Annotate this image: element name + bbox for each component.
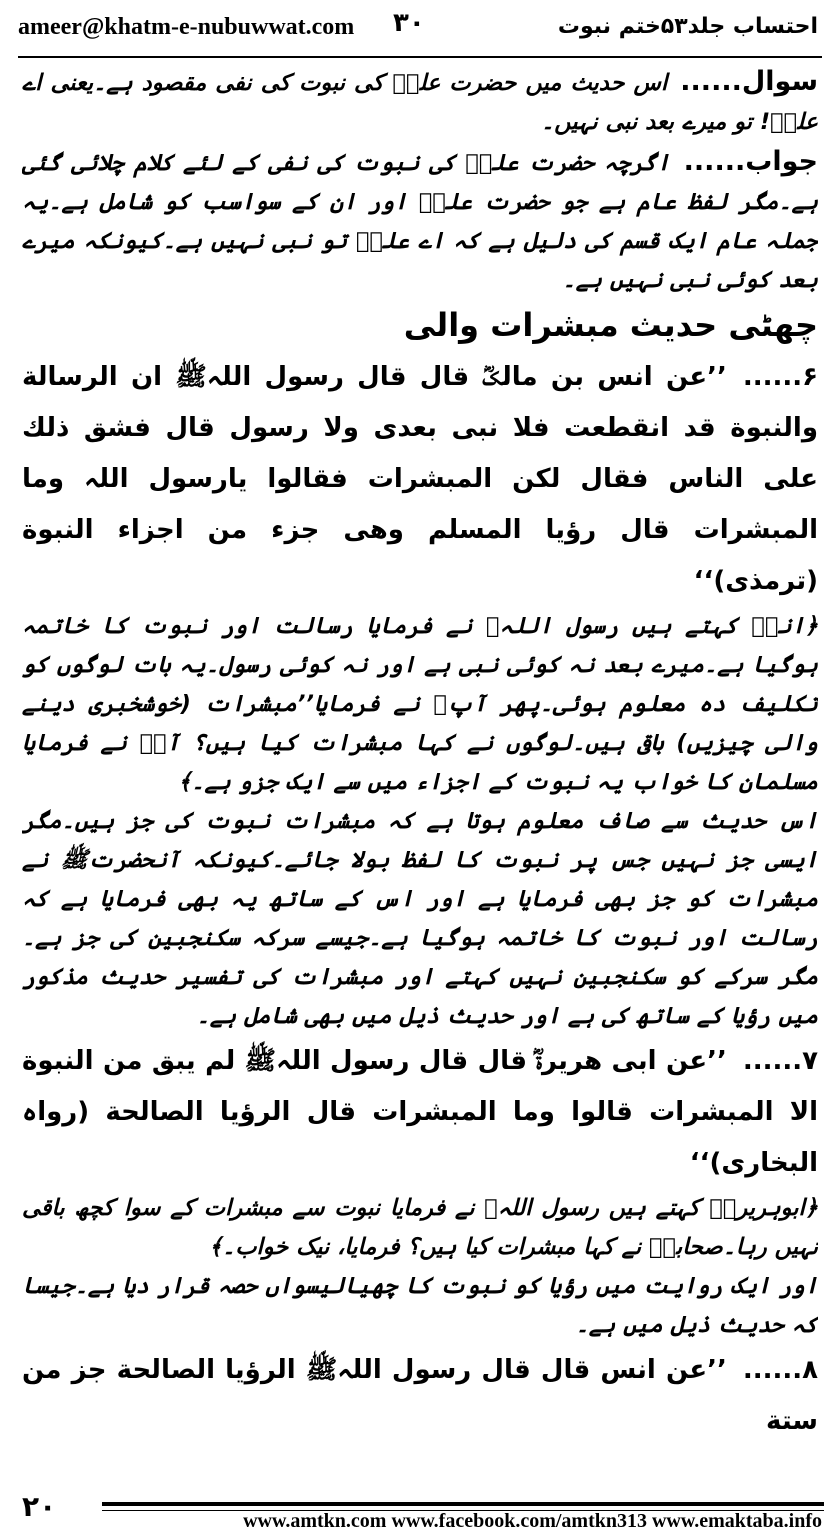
hadith-7-translation: ﴿ابوہریرہؓ کہتے ہیں رسول اللہﷺ نے فرمایا نبوت سے مبشرات کے سوا کچھ باقی نہیں رہا۔صحابہؓ نے کہا مبشرات کیا ہیں؟ فرمایا، نیک خواب۔﴾: [22, 1195, 818, 1260]
hadith-8-arabic: [22, 1345, 818, 1447]
hadith-6-text: ’’عن انس بن مالکؓ قال قال رسول اللہﷺ ان الرسالة والنبوة قد انقطعت فلا نبی بعدی ولا رسول قال فشق ذلك علی الناس فقال لكن المبشرات فقالوا یارسول اللہ وما المبشرات قال رؤیا المسلم وھی جزء من اجزاء النبوة (ترمذی)‘‘: [22, 362, 818, 596]
hadith-6-number: ۶......: [742, 362, 818, 392]
answer-paragraph: [22, 142, 818, 300]
hadith-8-text: ’’عن انس قال قال رسول اللہﷺ الرؤیا الصالحة جز من ستة: [22, 1355, 818, 1436]
header-rule: [18, 56, 822, 58]
question-text: اس حدیث میں حضرت علیؓ کی نبوت کی نفی مقصود ہے۔یعنی اے علیؓ! تو میرے بعد نبی نہیں۔: [22, 70, 818, 135]
hadith-8-number: ۸......: [742, 1355, 818, 1385]
footer-page-number: ۲۰: [22, 1490, 57, 1523]
header-email: ameer@khatm-e-nubuwwat.com: [18, 14, 355, 40]
question-paragraph: [22, 62, 818, 142]
answer-text: اگرچہ حضرت علیؓ کی نبوت کی نفی کے لئے کلام چلائی گئی ہے۔مگر لفظ عام ہے جو حضرت علیؓ اور ان کے سواسب کو شامل ہے۔یہ جملہ عام ایک قسم کی دلیل ہے کہ اے علیؓ تو نبی نہیں ہے۔کیونکہ میرے بعد کوئی نبی نہیں ہے۔: [22, 150, 818, 293]
explanation-paragraph: اس حدیث سے صاف معلوم ہوتا ہے کہ مبشرات نبوت کی جز ہیں۔مگر ایسی جز نہیں جس پر نبوت کا لفظ بولا جائے۔کیونکہ آنحضرتﷺ نے مبشرات کو جز بھی فرمایا ہے اور اس کے ساتھ یہ بھی فرمایا ہے کہ رسالت اور نبوت کا خاتمہ ہوگیا ہے۔جیسے سرکہ سکنجبین کی جز ہے۔مگر سرکے کو سکنجبین نہیں کہتے اور مبشرات کی تفسیر حدیث مذکور میں رؤیا کے ساتھ کی ہے اور حدیث ذیل میں بھی شامل ہے۔: [22, 808, 818, 1029]
answer-label: جواب......: [683, 146, 818, 177]
footer-links: www.amtkn.com www.facebook.com/amtkn313 www.emaktaba.info: [243, 1510, 822, 1532]
page-body: [22, 62, 818, 1467]
question-label: سوال......: [680, 66, 818, 97]
narration-paragraph: اور ایک روایت میں رؤیا کو نبوت کا چھیالیسواں حصہ قرار دیا ہے۔جیسا کہ حدیث ذیل میں ہے۔: [22, 1273, 818, 1338]
header-page-number: ۳۰: [393, 8, 425, 38]
footer-rule-thick: [102, 1502, 824, 1506]
hadith-7-arabic: [22, 1036, 818, 1189]
hadith-7-number: ۷......: [742, 1046, 818, 1076]
section-heading: چھٹی حدیث مبشرات والی: [403, 306, 818, 344]
page-header: [0, 0, 840, 62]
header-title: احتساب جلد۵۳ختم نبوت: [557, 14, 818, 39]
hadith-6-arabic: [22, 352, 818, 607]
page-footer: [0, 1474, 840, 1540]
hadith-7-text: ’’عن ابی ھریرةؓ قال قال رسول اللہﷺ لم یبق من النبوة الا المبشرات قالوا وما المبشرات قال الرؤیا الصالحة (رواہ البخاری)‘‘: [22, 1046, 818, 1178]
hadith-6-translation: ﴿انسؓ کہتے ہیں رسول اللہﷺ نے فرمایا رسالت اور نبوت کا خاتمہ ہوگیا ہے۔میرے بعد نہ کوئی نبی ہے اور نہ کوئی رسول۔یہ بات لوگوں کو تکلیف دہ معلوم ہوئی۔پھر آپﷺ نے فرمایا’’مبشرات (خوشخبری دینے والی چیزیں) باقی ہیں۔لوگوں نے کہا مبشرات کیا ہیں؟ آپؐ نے فرمایا مسلمان کا خواب یہ نبوت کے اجزاء میں سے ایک جزو ہے۔﴾: [22, 613, 818, 795]
